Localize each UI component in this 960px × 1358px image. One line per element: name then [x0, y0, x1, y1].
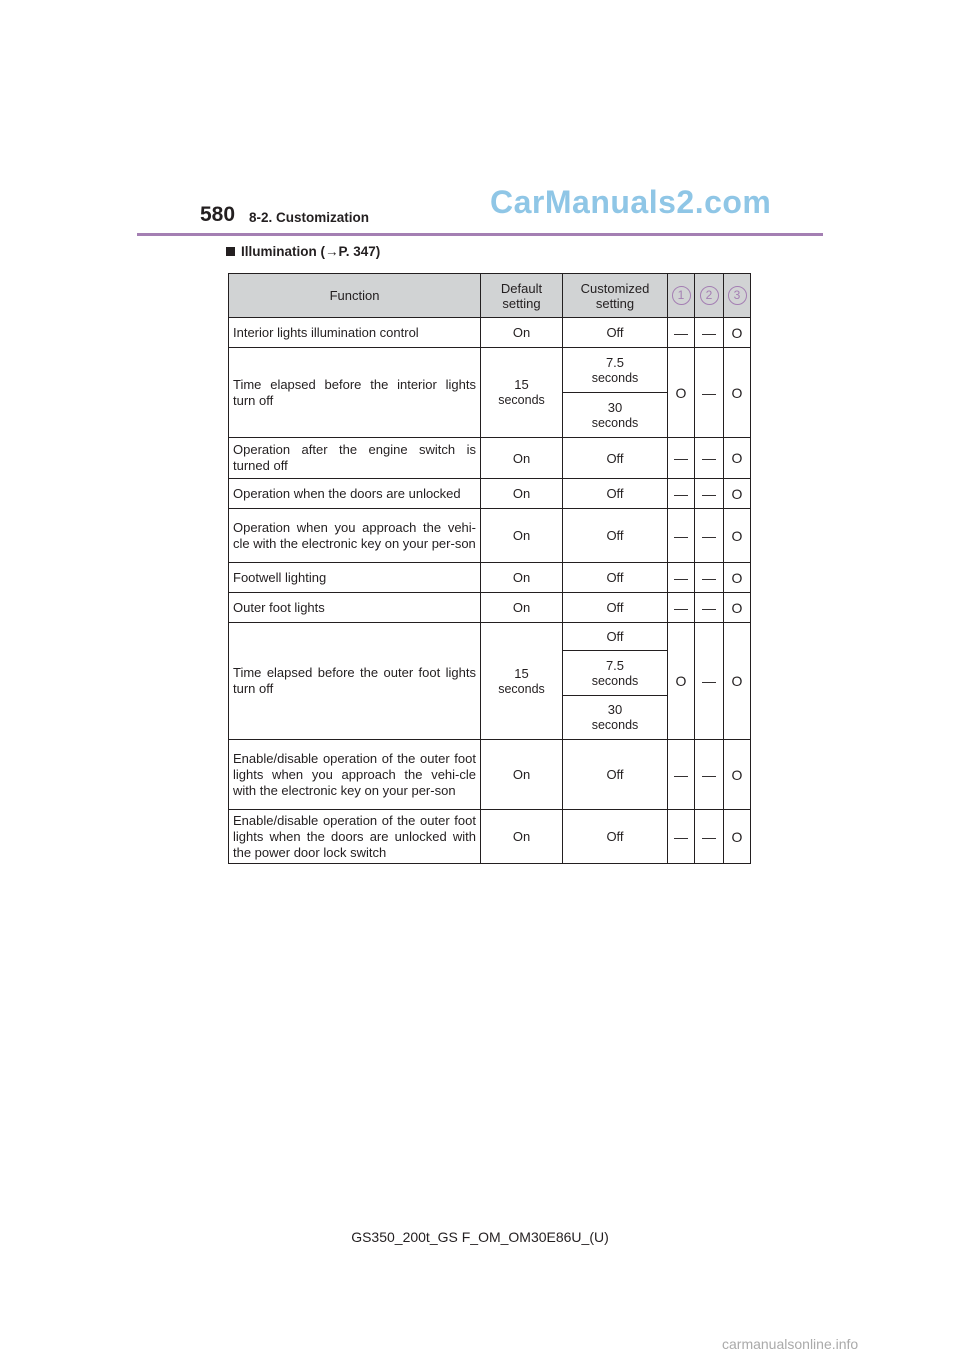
table-row — [229, 810, 751, 864]
mark-cell-1: — — [668, 479, 695, 509]
customized-option-cell — [563, 393, 668, 438]
table-row — [229, 563, 751, 593]
customized-cell: Off — [563, 593, 668, 623]
subheading — [226, 244, 380, 259]
table-row — [229, 740, 751, 810]
function-cell: Outer foot lights — [229, 593, 481, 623]
default-cell: On — [481, 563, 563, 593]
customized-cell: Off — [563, 810, 668, 864]
mark-cell-1: — — [668, 740, 695, 810]
option-unit: seconds — [591, 673, 639, 688]
customized-cell: Off — [563, 479, 668, 509]
mark-cell-2: — — [695, 438, 724, 479]
circled-2-icon: 2 — [700, 286, 719, 305]
mark-cell-2: — — [695, 810, 724, 864]
table-row — [229, 593, 751, 623]
default-cell: On — [481, 438, 563, 479]
circled-3-icon: 3 — [728, 286, 747, 305]
function-cell: Enable/disable operation of the outer foot lights when you approach the vehi-cle with the electronic key on your per-son — [229, 740, 481, 810]
default-value: 15 — [514, 665, 529, 681]
mark-cell-1: — — [668, 563, 695, 593]
function-cell: Time elapsed before the interior lights turn off — [229, 348, 481, 438]
header-default-setting: Default setting — [481, 274, 563, 318]
function-cell: Operation after the engine switch is turned off — [229, 438, 481, 479]
mark-cell-3: O — [724, 563, 751, 593]
header-method-2 — [695, 274, 724, 318]
default-cell: On — [481, 593, 563, 623]
mark-cell-3: O — [724, 438, 751, 479]
default-cell — [481, 348, 563, 438]
mark-cell-2: — — [695, 623, 724, 740]
function-cell: Enable/disable operation of the outer foot lights when the doors are unlocked with the power door lock switch — [229, 810, 481, 864]
mark-cell-2: — — [695, 318, 724, 348]
mark-cell-3: O — [724, 810, 751, 864]
default-unit: seconds — [498, 393, 545, 407]
function-cell: Time elapsed before the outer foot lights turn off — [229, 623, 481, 740]
watermark-carmanuals2[interactable]: CarManuals2.com — [490, 184, 772, 220]
default-cell — [481, 623, 563, 740]
mark-cell-1: — — [668, 318, 695, 348]
square-bullet-icon — [226, 247, 235, 256]
mark-cell-1: — — [668, 438, 695, 479]
table-row — [229, 318, 751, 348]
table-row — [229, 348, 751, 393]
mark-cell-3: O — [724, 740, 751, 810]
page-number: 580 — [200, 203, 236, 226]
mark-cell-1: — — [668, 810, 695, 864]
document-code: GS350_200t_GS F_OM_OM30E86U_(U) — [351, 1229, 609, 1245]
customized-cell: Off — [563, 318, 668, 348]
default-value: 15 — [514, 377, 529, 392]
default-cell: On — [481, 509, 563, 563]
option-unit: seconds — [591, 718, 639, 732]
mark-cell-1: — — [668, 593, 695, 623]
option-value: 30 — [607, 702, 623, 717]
mark-cell-3: O — [724, 623, 751, 740]
default-unit: seconds — [498, 681, 545, 696]
default-cell: On — [481, 810, 563, 864]
customized-option-cell — [563, 651, 668, 696]
table-row — [229, 623, 751, 651]
option-value: 7.5 — [605, 354, 625, 370]
function-cell: Footwell lighting — [229, 563, 481, 593]
customized-cell: Off — [563, 563, 668, 593]
mark-cell-2: — — [695, 593, 724, 623]
customized-option-cell — [563, 348, 668, 393]
customized-cell: Off — [563, 438, 668, 479]
header-divider — [137, 233, 823, 236]
option-value: Off — [606, 628, 624, 644]
mark-cell-2: — — [695, 740, 724, 810]
mark-cell-2: — — [695, 479, 724, 509]
header-method-3 — [724, 274, 751, 318]
mark-cell-3: O — [724, 509, 751, 563]
default-cell: On — [481, 479, 563, 509]
mark-cell-1: — — [668, 509, 695, 563]
default-cell: On — [481, 318, 563, 348]
table-row — [229, 479, 751, 509]
table-row — [229, 438, 751, 479]
subheading-text: Illumination (→P. 347) — [241, 244, 381, 259]
customized-cell: Off — [563, 740, 668, 810]
customized-option-cell — [563, 623, 668, 651]
function-cell: Operation when you approach the vehi-cle with the electronic key on your per-son — [229, 509, 481, 563]
table-header-row — [229, 274, 751, 318]
mark-cell-1: O — [668, 623, 695, 740]
illumination-settings-table — [228, 273, 751, 864]
option-unit: seconds — [591, 415, 639, 430]
mark-cell-2: — — [695, 348, 724, 438]
section-title: 8-2. Customization — [249, 210, 370, 225]
mark-cell-1: O — [668, 348, 695, 438]
table-row — [229, 509, 751, 563]
option-value: 30 — [607, 399, 623, 415]
header-method-1 — [668, 274, 695, 318]
mark-cell-3: O — [724, 479, 751, 509]
mark-cell-2: — — [695, 509, 724, 563]
header-function: Function — [229, 274, 481, 318]
option-unit: seconds — [591, 370, 639, 385]
option-value: 7.5 — [605, 657, 625, 673]
default-cell: On — [481, 740, 563, 810]
mark-cell-2: — — [695, 563, 724, 593]
mark-cell-3: O — [724, 593, 751, 623]
circled-1-icon: 1 — [672, 286, 691, 305]
function-cell: Operation when the doors are unlocked — [229, 479, 481, 509]
customized-option-cell — [563, 696, 668, 740]
mark-cell-3: O — [724, 318, 751, 348]
mark-cell-3: O — [724, 348, 751, 438]
watermark-carmanualsonline[interactable]: carmanualsonline.info — [722, 1336, 859, 1352]
header-customized-setting: Customized setting — [563, 274, 668, 318]
function-cell: Interior lights illumination control — [229, 318, 481, 348]
customized-cell: Off — [563, 509, 668, 563]
